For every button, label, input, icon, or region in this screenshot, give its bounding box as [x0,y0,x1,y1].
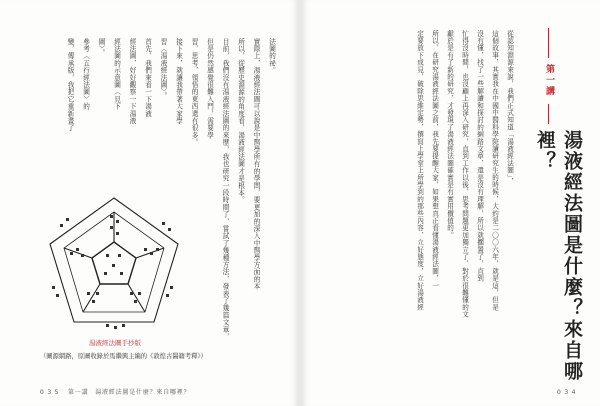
chapter-rule-bottom [548,104,549,124]
left-body-column-5: 但是仍然感覺很難入門，需要學 [205,38,214,139]
left-folio [40,387,190,396]
figure-title: 湯液經法圖手抄版 [89,339,141,347]
left-body-column-9: 首先，我們來看一下湯液 [143,38,152,118]
chapter-label: 第一講 [544,64,554,97]
right-page [302,0,600,406]
left-page-number: 0 3 5 [40,389,60,396]
right-body-column-3: 沒有懂，找了一些解讀和探討的網路文章，還是沒有理解，所以就擱置了，直到 [475,30,484,282]
right-body-column-1: 從認知淵源來說，我們正式知道「湯液經法圖」， [505,30,514,186]
left-body-column-11: 經法圖的示意圖（見下 [112,38,121,110]
left-body-column-14: 變，傳承版，我把它重新畫了 [66,38,75,132]
left-body-column-6: 習，思考，領悟的東西還有很多。 [190,38,199,146]
left-body-column-13: 參考〈五行經法圖〉的 [81,38,90,110]
chapter-title: 湯液經法圖是什麼？來自哪裡？ [534,130,583,382]
left-body-column-10: 經法圖，好好觀察一下湯液 [128,38,137,125]
right-body-column-6: 所以，在研究湯液經法圖之前，我先要提醒大家，如果想真正看懂湯液經法圖，一 [430,30,439,290]
left-body-column-4: 目前，我們沒有湯液經法圖的來歷，我也研究一段時間了，嘗試了幾種方法，發表了幾篇文章， [221,38,230,341]
left-page [0,0,298,406]
left-body-column-1: 法圖的祕。 [267,38,276,74]
pentagram-diagram [40,190,188,332]
figure-caption: （圖源網路，原圖收錄於馬繼興主編的《敦煌古醫籍考釋》） [40,353,207,360]
left-body-column-7: 接下來，就讓我帶著大家學 [174,38,183,125]
left-running-head: 第一講 湯液經法圖是什麼？來自哪裡？ [68,389,191,396]
right-body-column-7: 定要放下成見，破除思維定勢，撰寫上學堂上所學到的那些內容，立好態度，立好湯液經 [415,30,424,311]
left-body-column-2: 實際上，湯液經法圖可以說是中醫學所有的學問，要更加的深入中醫學方面的本 [252,38,261,290]
left-body-column-3: 所以，從歷史淵源的角度看，湯液經法圖才是根本。 [236,38,245,204]
left-body-column-8: 習〈湯液經法圖〉。 [159,38,168,100]
right-page-number: 0 3 4 [557,389,577,396]
left-body-column-12: 圖）。 [97,38,106,57]
right-body-column-2: 這個故事，其實我在中國中醫科學院讀研究生的時候，大約是二〇〇六年，就是這，但是 [490,30,499,311]
right-body-column-5: 獻於是有了新的研究，才發現了湯液經法圖確實是有實用價值的。 [445,30,454,239]
right-body-column-4: 忙得沒時間，也沒顧上再深入研究，直到工作以後，思考問題更加獨立了，對於很難懂的文 [460,30,469,318]
chapter-rule-top [548,28,549,58]
